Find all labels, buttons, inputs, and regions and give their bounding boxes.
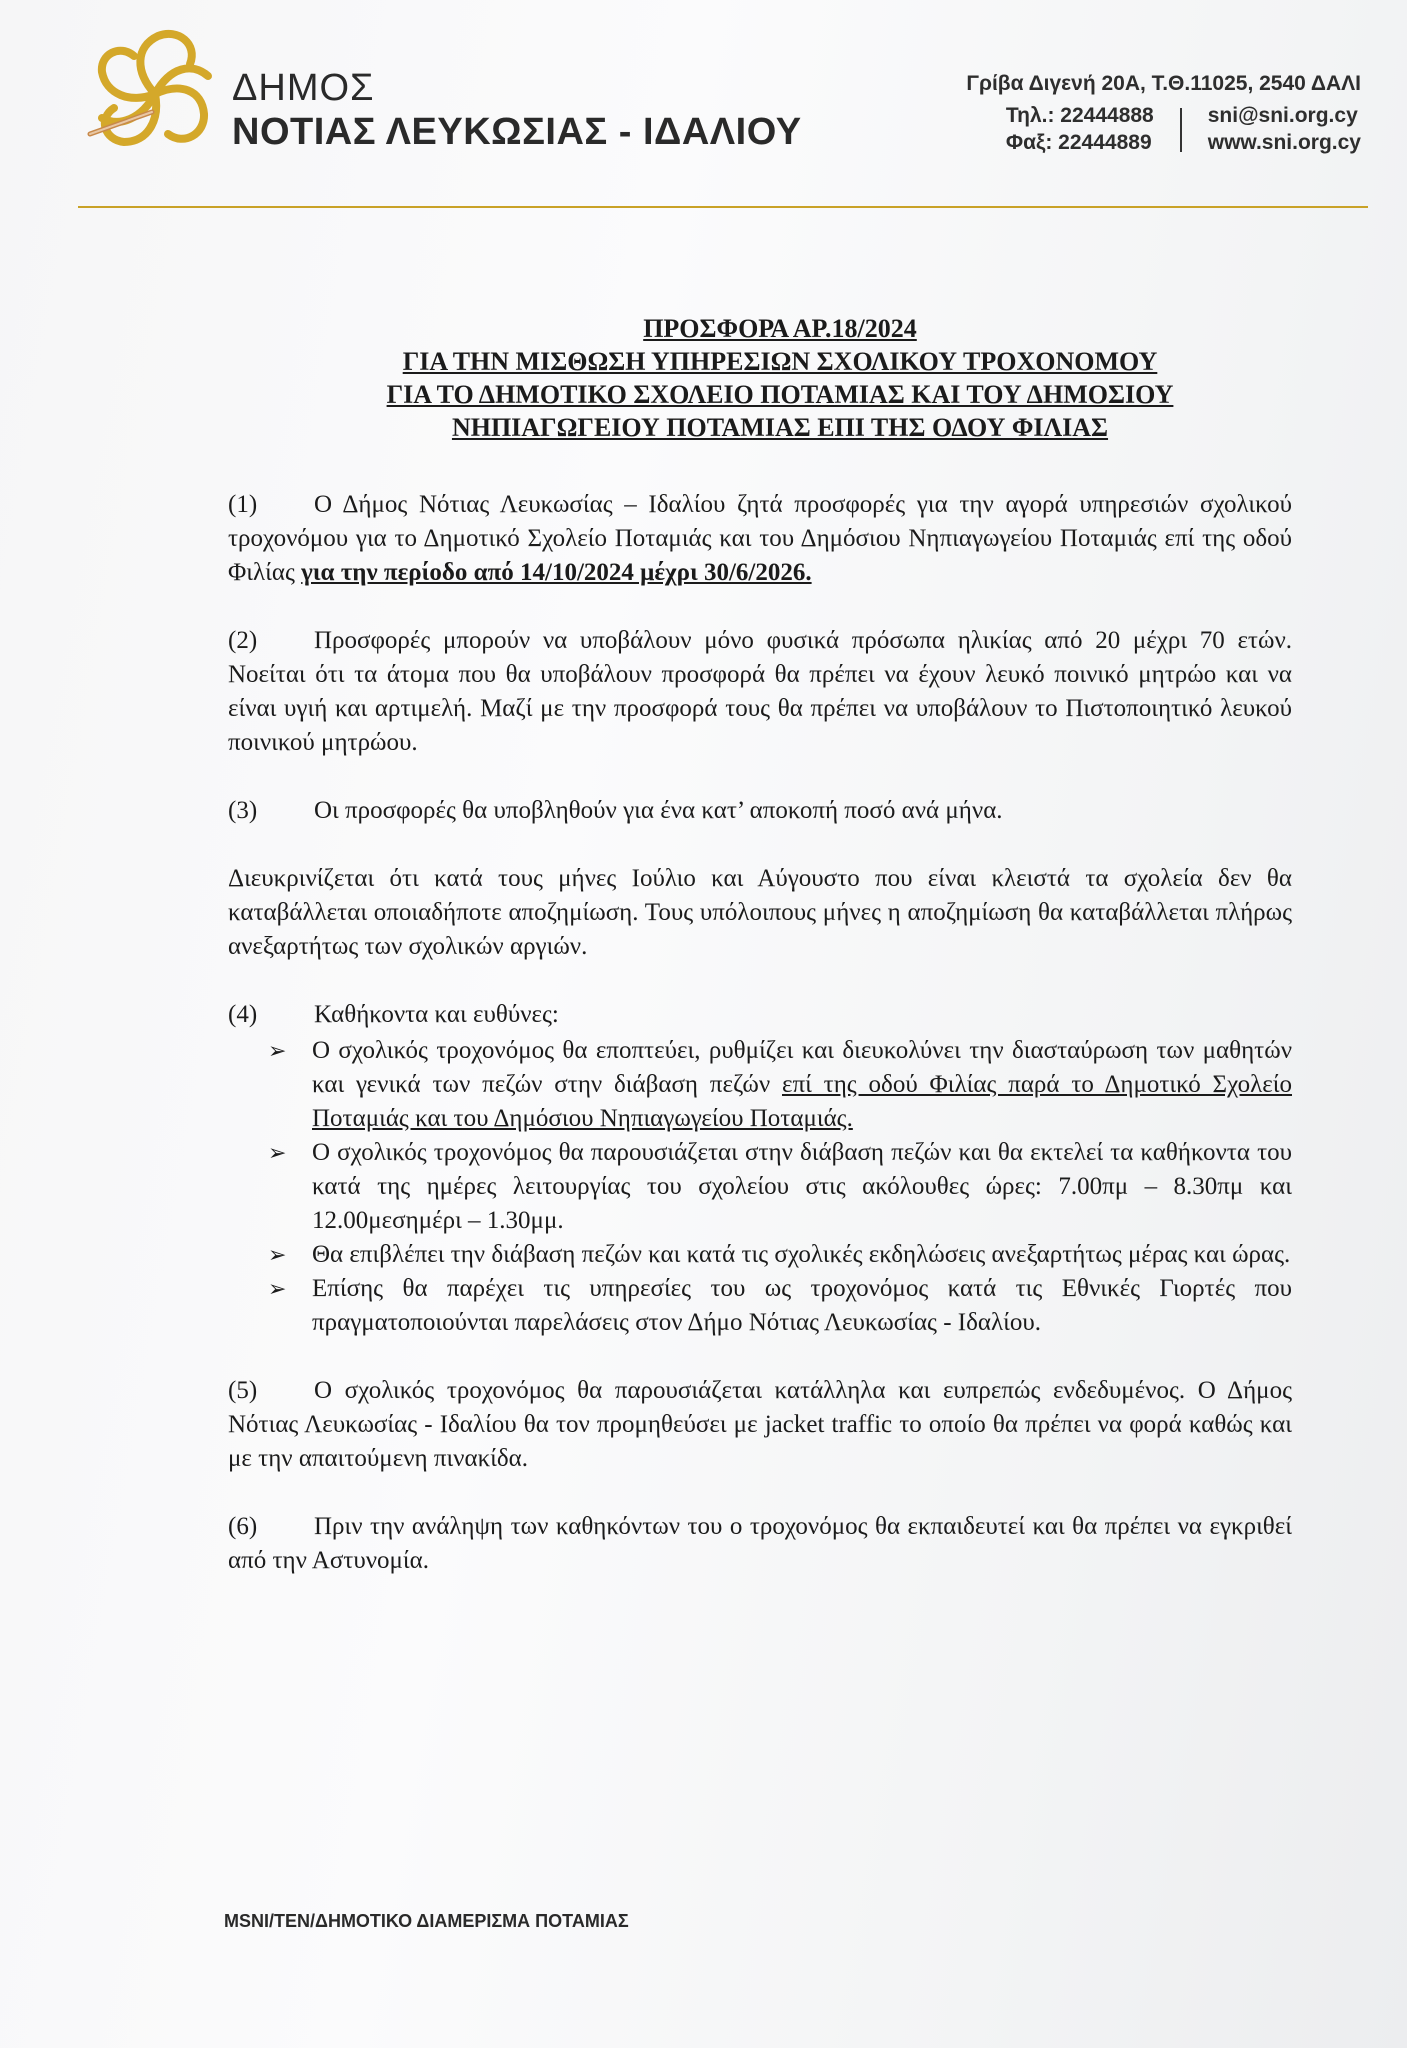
municipality-logo-icon [80, 22, 230, 167]
period-emphasis: για την περίοδο από 14/10/2024 μέχρι 30/6/2026. [301, 559, 812, 586]
organization-name [232, 66, 802, 154]
section-text: Οι προσφορές θα υποβληθούν για ένα κατ’ αποκοπή ποσό ανά μήνα. [314, 797, 1003, 824]
section-4 [228, 998, 1292, 1340]
section-1 [228, 488, 1292, 590]
fax: Φαξ: 22444889 [1005, 131, 1152, 154]
duty-text: Επίσης θα παρέχει τις υπηρεσίες του ως τροχονόμος κατά τις Εθνικές Γιορτές που πραγματοποιούνται παρελάσεις στον Δήμο Νότιας Λευκωσίας - Ιδαλίου. [312, 1275, 1292, 1336]
website: www.sni.org.cy [1207, 131, 1361, 154]
section-number: (1) [228, 491, 258, 518]
section-number: (2) [228, 627, 258, 654]
section-text: Ο σχολικός τροχονόμος θα παρουσιάζεται κατάλληλα και ευπρεπώς ενδεδυμένος. Ο Δήμος Νότιας Λευκωσίας - Ιδαλίου θα τον προμηθεύσει με jacket traffic το οποίο θα πρέπει να φορά καθώς και με την απαιτούμενη πινακίδα. [228, 1377, 1292, 1472]
section-6 [228, 1510, 1292, 1578]
clarification-paragraph: Διευκρινίζεται ότι κατά τους μήνες Ιούλιο και Αύγουστο που είναι κλειστά τα σχολεία δεν θα καταβάλλεται οποιαδήποτε αποζημίωση. Τους υπόλοιπους μήνες η αποζημίωση θα καταβάλλεται πλήρως ανεξαρτήτως των σχολικών αργιών. [228, 865, 1292, 960]
list-item [228, 1136, 1292, 1238]
document-title [198, 312, 1362, 444]
document-body [228, 312, 1292, 1578]
list-item [228, 1034, 1292, 1136]
title-line1: ΠΡΟΣΦΟΡΑ ΑΡ.18/2024 [643, 314, 917, 343]
section-text: Προσφορές μπορούν να υποβάλουν μόνο φυσικά πρόσωπα ηλικίας από 20 μέχρι 70 ετών. Νοείται ότι τα άτομα που θα υποβάλουν προσφορά θα πρέπει να έχουν λευκό ποινικό μητρώο και να είναι υγιή και αρτιμελή. Μαζί με την προσφορά τους θα πρέπει να υποβάλουν το Πιστοποιητικό λευκού ποινικού μητρώου. [228, 627, 1292, 756]
duty-text: Ο σχολικός τροχονόμος θα παρουσιάζεται στην διάβαση πεζών και θα εκτελεί τα καθήκοντα του κατά της ημέρες λειτουργίας του σχολείου στις ακόλουθες ώρες: 7.00πμ – 8.30πμ και 12.00μεσημέρι – 1.30μμ. [312, 1139, 1292, 1234]
duty-location-underlined: επί της οδού Φιλίας παρά το Δημοτικό Σχολείο Ποταμιάς και του Δημόσιου Νηπιαγωγείου Ποταμιάς. [312, 1071, 1292, 1132]
list-item [228, 1272, 1292, 1340]
list-item [228, 1238, 1292, 1272]
section-number: (5) [228, 1377, 258, 1404]
contact-block [966, 72, 1361, 156]
document-reference-footer: MSNI/TEN/ΔΗΜΟΤΙΚΟ ΔΙΑΜΕΡΙΣΜΑ ΠΟΤΑΜΙΑΣ [224, 1911, 629, 1931]
email: sni@sni.org.cy [1207, 104, 1358, 127]
section-3 [228, 794, 1292, 828]
arrow-bullet-icon: ➢ [268, 1140, 287, 1165]
section-text: Ο Δήμος Νότιας Λευκωσίας – Ιδαλίου ζητά προσφορές για την αγορά υπηρεσιών σχολικού τροχονόμου για το Δημοτικό Σχολείο Ποταμιάς και του Δημόσιου Νηπιαγωγείου Ποταμιάς επί της οδού Φιλίας [228, 491, 1292, 586]
title-line3: ΓΙΑ ΤΟ ΔΗΜΟΤΙΚΟ ΣΧΟΛΕΙΟ ΠΟΤΑΜΙΑΣ ΚΑΙ ΤΟΥ ΔΗΜΟΣΙΟΥ [386, 380, 1174, 409]
arrow-bullet-icon: ➢ [268, 1038, 287, 1063]
title-line4: ΝΗΠΙΑΓΩΓΕΙΟΥ ΠΟΤΑΜΙΑΣ ΕΠΙ ΤΗΣ ΟΔΟΥ ΦΙΛΙΑΣ [451, 413, 1109, 442]
section-5 [228, 1374, 1292, 1476]
section-number: (4) [228, 1001, 258, 1028]
address: Γρίβα Διγενή 20Α, Τ.Θ.11025, 2540 ΔΑΛΙ [966, 72, 1361, 95]
section-heading: Καθήκοντα και ευθύνες: [314, 1001, 559, 1028]
contact-divider [1180, 108, 1182, 152]
org-name-line2: ΝΟΤΙΑΣ ΛΕΥΚΩΣΙΑΣ - ΙΔΑΛΙΟΥ [232, 111, 802, 153]
duty-text: Θα επιβλέπει την διάβαση πεζών και κατά τις σχολικές εκδηλώσεις ανεξαρτήτως μέρας και ώρας. [312, 1241, 1291, 1268]
phone: Τηλ.: 22444888 [1005, 104, 1154, 127]
org-name-line1: ΔΗΜΟΣ [232, 67, 375, 109]
section-number: (3) [228, 797, 258, 824]
arrow-bullet-icon: ➢ [268, 1276, 287, 1301]
section-text: Πριν την ανάληψη των καθηκόντων του ο τροχονόμος θα εκπαιδευτεί και θα πρέπει να εγκριθεί από την Αστυνομία. [228, 1513, 1292, 1574]
section-2 [228, 624, 1292, 760]
section-number: (6) [228, 1513, 258, 1540]
duty-text: Ο σχολικός τροχονόμος θα εποπτεύει, ρυθμίζει και διευκολύνει την διασταύρωση των μαθητών και γενικά των πεζών στην διάβαση πεζών [312, 1037, 1292, 1098]
arrow-bullet-icon: ➢ [268, 1242, 287, 1267]
header-divider [78, 206, 1368, 208]
title-line2: ΓΙΑ ΤΗΝ ΜΙΣΘΩΣΗ ΥΠΗΡΕΣΙΩΝ ΣΧΟΛΙΚΟΥ ΤΡΟΧΟΝΟΜΟΥ [402, 347, 1158, 376]
duties-list [228, 1034, 1292, 1340]
